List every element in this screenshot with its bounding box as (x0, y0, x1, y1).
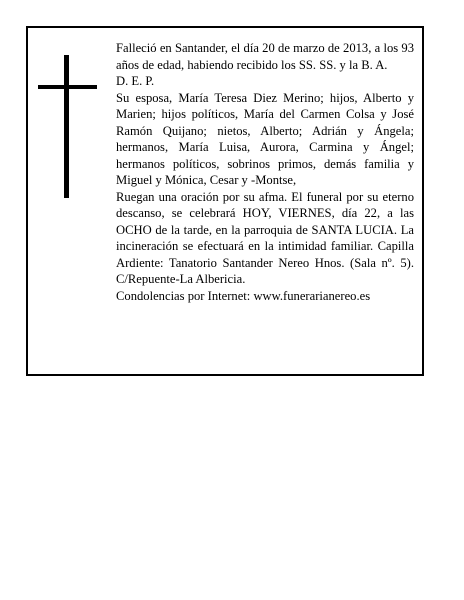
cross-vertical-bar (64, 55, 69, 198)
death-announcement: Falleció en Santander, el día 20 de marzo de 2013, a los 93 años de edad, habiendo recibido los SS. SS. y la B. A. (116, 41, 414, 72)
funeral-details: Ruegan una oración por su afma. El funeral por su eterno descanso, se celebrará HOY, VIERNES, día 22, a las OCHO de la tarde, en la parroquia de SANTA LUCIA. La incineración se efectuará en la intimidad familiar. Capilla Ardiente: Tanatorio Santander Nereo Hnos. (Sala nº. 5). C/Repuente-La Albericia. (116, 189, 414, 286)
cross-icon (38, 55, 97, 198)
rest-in-peace: D. E. P. (116, 74, 155, 88)
cross-horizontal-bar (38, 85, 97, 89)
obituary-text (116, 40, 414, 304)
family-list: Su esposa, María Teresa Diez Merino; hijos, Alberto y Marien; hijos políticos, María del Carmen Colsa y José Ramón Quijano; nietos, Alberto; Adrián y Ángela; hermanos, María Luisa, Aurora, Carmina y Ángel; hermanos políticos, sobrinos primos, demás familia y Miguel y Mónica, Cesar y -Montse, (116, 90, 414, 187)
obituary-notice (26, 26, 424, 376)
condolences-line: Condolencias por Internet: www.funerarianereo.es (116, 288, 371, 303)
